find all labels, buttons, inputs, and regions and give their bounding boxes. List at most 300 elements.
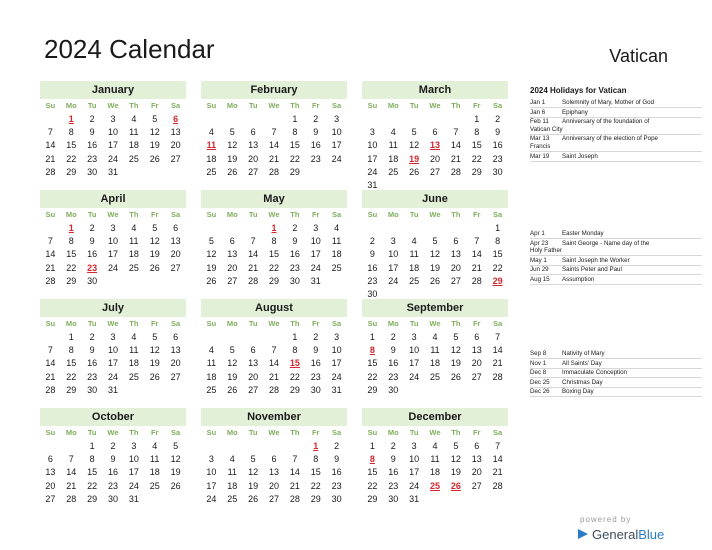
day-cell: 21 <box>45 153 56 164</box>
weekday-label: We <box>268 101 280 110</box>
day-cell: 27 <box>170 153 181 164</box>
page-title: 2024 Calendar <box>44 34 215 64</box>
day-cell: 21 <box>248 262 259 273</box>
day-cell: 3 <box>411 332 417 342</box>
day-cell: 26 <box>429 275 440 286</box>
day-cell: 16 <box>492 140 503 151</box>
day-cell: 10 <box>409 454 420 465</box>
day-cell: 23 <box>87 371 98 382</box>
weekday-label: Fr <box>150 428 159 437</box>
day-cell: 24 <box>331 153 342 164</box>
month-april <box>40 190 186 288</box>
day-cell: 24 <box>107 371 118 382</box>
day-cell: 13 <box>268 467 279 478</box>
holiday-row <box>530 99 702 108</box>
weekday-label: Tu <box>87 210 97 219</box>
day-cell: 11 <box>227 467 237 478</box>
empty-day <box>425 113 446 126</box>
day-cell: 3 <box>411 441 417 451</box>
day-cell: 31 <box>107 166 118 177</box>
day-cell: 26 <box>227 166 238 177</box>
day-cell: 13 <box>471 454 482 465</box>
day-cell: 18 <box>429 467 440 478</box>
holiday-name-continued: Holy Father <box>530 247 562 255</box>
day-cell: 12 <box>149 345 160 356</box>
day-cell: 4 <box>131 332 137 342</box>
day-cell: 2 <box>89 223 95 233</box>
weekday-label: Th <box>290 319 300 328</box>
holiday-name: Saints Peter and Paul <box>562 266 622 274</box>
day-cell: 8 <box>495 236 501 247</box>
day-cell: 6 <box>432 127 438 138</box>
day-cell: 28 <box>45 384 56 395</box>
day-cell: 12 <box>227 358 238 369</box>
day-cell: 2 <box>390 332 396 342</box>
holiday-name: Anniversary of the election of Pope Francis <box>562 135 702 150</box>
day-cell: 31 <box>409 493 420 504</box>
day-cell: 27 <box>268 493 279 504</box>
holiday-row <box>530 135 702 152</box>
day-cell: 29 <box>289 166 300 177</box>
brand-blue: Blue <box>638 527 665 542</box>
day-cell: 4 <box>131 114 137 124</box>
day-cell: 31 <box>331 384 342 395</box>
day-cell: 19 <box>450 358 461 369</box>
day-cell: 23 <box>107 480 118 491</box>
day-cell: 6 <box>250 127 256 138</box>
holiday-row <box>530 109 702 118</box>
holiday-name: Saint Joseph the Worker <box>562 256 630 264</box>
day-cell: 28 <box>268 166 279 177</box>
day-cell: 23 <box>310 371 321 382</box>
weekday-label: Mo <box>387 428 399 437</box>
day-cell: 26 <box>149 262 160 273</box>
month-title: February <box>201 81 347 99</box>
month-title: April <box>40 190 186 208</box>
day-cell: 16 <box>331 467 342 478</box>
day-cell: 20 <box>268 480 279 491</box>
day-cell: 1 <box>369 332 375 342</box>
day-cell: 18 <box>128 249 139 260</box>
weekday-label: Th <box>290 101 300 110</box>
day-cell: 26 <box>227 384 238 395</box>
weekday-label: Fr <box>311 101 320 110</box>
month-march <box>362 81 508 192</box>
day-cell: 5 <box>229 345 235 356</box>
day-cell: 29 <box>367 384 378 395</box>
empty-day <box>201 331 222 344</box>
weekday-label: Tu <box>409 319 419 328</box>
day-cell: 12 <box>248 467 259 478</box>
day-cell: 17 <box>310 249 321 260</box>
day-cell: 16 <box>310 140 321 151</box>
day-cell: 20 <box>227 262 238 273</box>
day-cell: 26 <box>206 275 217 286</box>
weekday-label: Fr <box>150 101 159 110</box>
day-cell: 18 <box>429 358 440 369</box>
day-cell: 14 <box>492 345 503 356</box>
day-cell: 14 <box>268 140 279 151</box>
day-cell: 13 <box>170 127 181 138</box>
day-cell: 16 <box>388 467 399 478</box>
day-cell: 10 <box>331 127 342 138</box>
day-cell: 25 <box>206 384 217 395</box>
day-cell: 27 <box>248 384 259 395</box>
day-cell: 7 <box>47 127 53 138</box>
empty-day <box>264 440 285 453</box>
day-cell: 26 <box>450 371 461 382</box>
day-cell: 30 <box>492 166 503 177</box>
day-cell: 28 <box>66 493 77 504</box>
day-cell: 3 <box>110 332 116 342</box>
day-cell: 7 <box>250 236 256 247</box>
day-cell: 14 <box>450 140 461 151</box>
day-cell: 25 <box>409 275 420 286</box>
month-title: September <box>362 299 508 317</box>
holiday-name: Assumption <box>562 275 595 283</box>
day-cell: 23 <box>289 262 300 273</box>
day-cell: 4 <box>334 223 340 233</box>
month-title: May <box>201 190 347 208</box>
day-cell: 17 <box>331 140 342 151</box>
day-cell: 8 <box>89 454 95 465</box>
day-cell: 3 <box>390 236 396 247</box>
day-cell: 18 <box>206 153 217 164</box>
day-cell: 25 <box>149 480 160 491</box>
empty-day <box>243 222 264 235</box>
day-cell: 14 <box>268 358 279 369</box>
weekday-label: Su <box>206 210 217 219</box>
day-cell: 10 <box>310 236 321 247</box>
holiday-date: Dec 8 <box>530 369 547 377</box>
day-cell: 15 <box>367 467 378 478</box>
day-cell: 22 <box>289 371 300 382</box>
day-cell: 22 <box>367 371 378 382</box>
day-cell: 27 <box>45 493 56 504</box>
day-cell: 20 <box>471 358 482 369</box>
day-cell: 22 <box>268 262 279 273</box>
day-cell: 2 <box>89 332 95 342</box>
weekday-label: Tu <box>409 210 419 219</box>
weekday-label: Sa <box>170 428 181 437</box>
day-cell: 17 <box>107 358 118 369</box>
day-cell: 5 <box>453 441 459 451</box>
day-cell: 3 <box>131 441 137 451</box>
day-cell: 20 <box>429 153 440 164</box>
weekday-label: Su <box>45 428 56 437</box>
day-cell: 24 <box>107 153 118 164</box>
day-cell: 30 <box>107 493 118 504</box>
day-cell: 29 <box>87 493 98 504</box>
day-cell: 28 <box>268 384 279 395</box>
day-cell: 17 <box>367 153 378 164</box>
day-cell: 4 <box>411 236 417 247</box>
day-cell: 5 <box>152 332 158 342</box>
day-cell: 12 <box>206 249 217 260</box>
holiday-day: 1 <box>68 223 74 233</box>
day-cell: 15 <box>66 140 77 151</box>
day-cell: 7 <box>474 236 480 247</box>
holiday-date: Sep 8 <box>530 350 547 357</box>
day-cell: 6 <box>173 332 179 342</box>
day-cell: 1 <box>292 114 298 124</box>
weekday-label: Sa <box>492 428 503 437</box>
day-cell: 20 <box>45 480 56 491</box>
day-cell: 10 <box>107 345 118 356</box>
day-cell: 31 <box>128 493 139 504</box>
month-february <box>201 81 347 179</box>
weekday-label: Sa <box>170 101 181 110</box>
day-cell: 10 <box>128 454 139 465</box>
holiday-name: All Saints' Day <box>562 359 602 367</box>
month-title: December <box>362 408 508 426</box>
day-cell: 18 <box>227 480 238 491</box>
powered-by-text: powered by <box>580 515 632 524</box>
day-cell: 17 <box>107 140 118 151</box>
weekday-label: Fr <box>472 319 481 328</box>
day-cell: 8 <box>292 127 298 138</box>
day-cell: 22 <box>367 480 378 491</box>
weekday-label: Th <box>129 428 139 437</box>
month-august <box>201 299 347 397</box>
day-cell: 1 <box>292 332 298 342</box>
day-cell: 4 <box>208 345 214 356</box>
day-cell: 15 <box>310 467 321 478</box>
holiday-row <box>530 276 702 285</box>
holiday-list <box>530 230 702 286</box>
day-cell: 25 <box>128 371 139 382</box>
weekday-label: We <box>268 428 280 437</box>
month-may <box>201 190 347 288</box>
day-cell: 3 <box>110 223 116 233</box>
holiday-date: Aug 15 <box>530 275 550 283</box>
weekday-label: Th <box>290 210 300 219</box>
day-cell: 15 <box>268 249 279 260</box>
day-cell: 9 <box>89 236 95 247</box>
day-cell: 10 <box>388 249 399 260</box>
day-cell: 13 <box>248 140 259 151</box>
day-cell: 24 <box>310 262 321 273</box>
empty-day <box>222 440 243 453</box>
day-cell: 12 <box>429 249 440 260</box>
day-cell: 17 <box>331 358 342 369</box>
day-cell: 22 <box>310 480 321 491</box>
day-cell: 7 <box>453 127 459 138</box>
empty-day <box>404 113 425 126</box>
weekday-label: Su <box>367 101 378 110</box>
weekday-label: Th <box>451 101 461 110</box>
day-cell: 12 <box>149 236 160 247</box>
holiday-day: 6 <box>173 114 179 124</box>
weekday-label: We <box>107 101 119 110</box>
empty-day <box>201 113 222 126</box>
day-cell: 3 <box>334 332 340 342</box>
day-cell: 11 <box>206 358 217 369</box>
day-cell: 27 <box>429 166 440 177</box>
day-cell: 12 <box>450 345 461 356</box>
day-cell: 24 <box>409 480 420 491</box>
day-cell: 19 <box>450 467 461 478</box>
holiday-row <box>530 369 702 378</box>
flag-icon <box>578 529 588 539</box>
holiday-list <box>530 99 702 162</box>
day-cell: 17 <box>206 480 217 491</box>
day-cell: 21 <box>45 371 56 382</box>
weekday-label: Su <box>367 210 378 219</box>
day-cell: 29 <box>66 275 77 286</box>
day-cell: 4 <box>131 223 137 233</box>
day-cell: 25 <box>128 262 139 273</box>
holiday-day: 8 <box>369 454 375 465</box>
day-cell: 23 <box>388 371 399 382</box>
weekday-label: Mo <box>65 428 77 437</box>
day-cell: 7 <box>271 345 277 356</box>
day-cell: 29 <box>367 493 378 504</box>
day-cell: 7 <box>495 441 501 451</box>
day-cell: 2 <box>110 441 116 451</box>
day-cell: 1 <box>369 441 375 451</box>
day-cell: 6 <box>173 223 179 233</box>
holiday-day: 11 <box>206 140 217 151</box>
day-cell: 20 <box>170 140 181 151</box>
day-cell: 24 <box>409 371 420 382</box>
day-cell: 12 <box>409 140 420 151</box>
weekday-label: We <box>429 428 441 437</box>
weekday-label: Fr <box>150 210 159 219</box>
weekday-label: Tu <box>409 428 419 437</box>
day-cell: 30 <box>331 493 342 504</box>
day-cell: 26 <box>409 166 420 177</box>
weekday-label: Mo <box>65 319 77 328</box>
weekday-label: We <box>107 210 119 219</box>
holiday-day: 29 <box>492 275 503 286</box>
weekday-label: Tu <box>87 319 97 328</box>
holiday-row <box>530 266 702 275</box>
weekday-label: Sa <box>492 319 503 328</box>
day-cell: 16 <box>87 249 98 260</box>
holiday-day: 25 <box>429 480 440 491</box>
day-cell: 11 <box>129 236 139 247</box>
day-cell: 14 <box>66 467 77 478</box>
day-cell: 1 <box>89 441 95 451</box>
day-cell: 16 <box>367 262 378 273</box>
day-cell: 7 <box>495 332 501 342</box>
day-cell: 23 <box>331 480 342 491</box>
holiday-day: 13 <box>429 140 440 151</box>
holiday-day: 26 <box>450 480 461 491</box>
day-cell: 6 <box>474 332 480 342</box>
day-cell: 27 <box>450 275 461 286</box>
day-cell: 16 <box>388 358 399 369</box>
month-title: August <box>201 299 347 317</box>
holiday-date: Jan 6 <box>530 108 546 116</box>
day-cell: 27 <box>170 262 181 273</box>
day-cell: 23 <box>310 153 321 164</box>
weekday-label: Su <box>206 428 217 437</box>
day-cell: 20 <box>248 371 259 382</box>
day-cell: 5 <box>173 441 179 451</box>
day-cell: 31 <box>367 179 378 190</box>
weekday-label: Tu <box>248 319 258 328</box>
day-cell: 3 <box>110 114 116 124</box>
day-cell: 16 <box>87 358 98 369</box>
day-cell: 13 <box>170 236 181 247</box>
day-cell: 19 <box>227 371 238 382</box>
holiday-date: Jun 29 <box>530 266 549 274</box>
holiday-name: Nativity of Mary <box>562 350 605 357</box>
day-cell: 22 <box>492 262 503 273</box>
month-september <box>362 299 508 397</box>
day-cell: 28 <box>471 275 482 286</box>
day-cell: 18 <box>128 140 139 151</box>
holiday-date: May 1 <box>530 256 547 264</box>
holiday-name: Anniversary of the foundation of Vatican City <box>562 118 702 133</box>
holiday-name: Easter Monday <box>562 230 604 237</box>
day-cell: 26 <box>248 493 259 504</box>
day-cell: 9 <box>495 127 501 138</box>
day-cell: 16 <box>310 358 321 369</box>
day-cell: 14 <box>248 249 259 260</box>
day-cell: 25 <box>429 371 440 382</box>
day-cell: 4 <box>229 454 235 465</box>
day-cell: 9 <box>89 127 95 138</box>
day-cell: 14 <box>45 249 56 260</box>
day-cell: 5 <box>229 127 235 138</box>
day-cell: 10 <box>206 467 217 478</box>
weekday-label: Th <box>129 210 139 219</box>
day-cell: 17 <box>107 249 118 260</box>
day-cell: 28 <box>45 275 56 286</box>
day-cell: 15 <box>66 358 77 369</box>
weekday-label: We <box>429 210 441 219</box>
day-cell: 27 <box>471 480 482 491</box>
day-cell: 5 <box>432 236 438 247</box>
holiday-row <box>530 118 702 135</box>
day-cell: 9 <box>313 345 319 356</box>
day-cell: 20 <box>471 467 482 478</box>
day-cell: 19 <box>227 153 238 164</box>
empty-day <box>445 222 466 235</box>
holidays-header: 2024 Holidays for Vatican <box>530 86 627 95</box>
day-cell: 2 <box>390 441 396 451</box>
month-january <box>40 81 186 179</box>
day-cell: 19 <box>170 467 181 478</box>
day-cell: 15 <box>492 249 503 260</box>
day-cell: 13 <box>248 358 259 369</box>
weekday-label: We <box>268 319 280 328</box>
day-cell: 20 <box>248 153 259 164</box>
empty-day <box>383 222 404 235</box>
day-cell: 9 <box>390 454 396 465</box>
empty-day <box>61 440 82 453</box>
empty-day <box>466 222 487 235</box>
day-cell: 9 <box>89 345 95 356</box>
day-cell: 1 <box>495 223 501 233</box>
day-cell: 19 <box>248 480 259 491</box>
day-cell: 19 <box>206 262 217 273</box>
day-cell: 8 <box>68 127 74 138</box>
day-cell: 30 <box>367 288 378 299</box>
holiday-date: Jan 1 <box>530 99 546 106</box>
holiday-date: Apr 1 <box>530 230 545 237</box>
day-cell: 8 <box>474 127 480 138</box>
empty-day <box>445 113 466 126</box>
day-cell: 27 <box>170 371 181 382</box>
weekday-label: Fr <box>150 319 159 328</box>
day-cell: 21 <box>471 262 482 273</box>
weekday-label: Th <box>451 428 461 437</box>
day-cell: 25 <box>227 493 238 504</box>
